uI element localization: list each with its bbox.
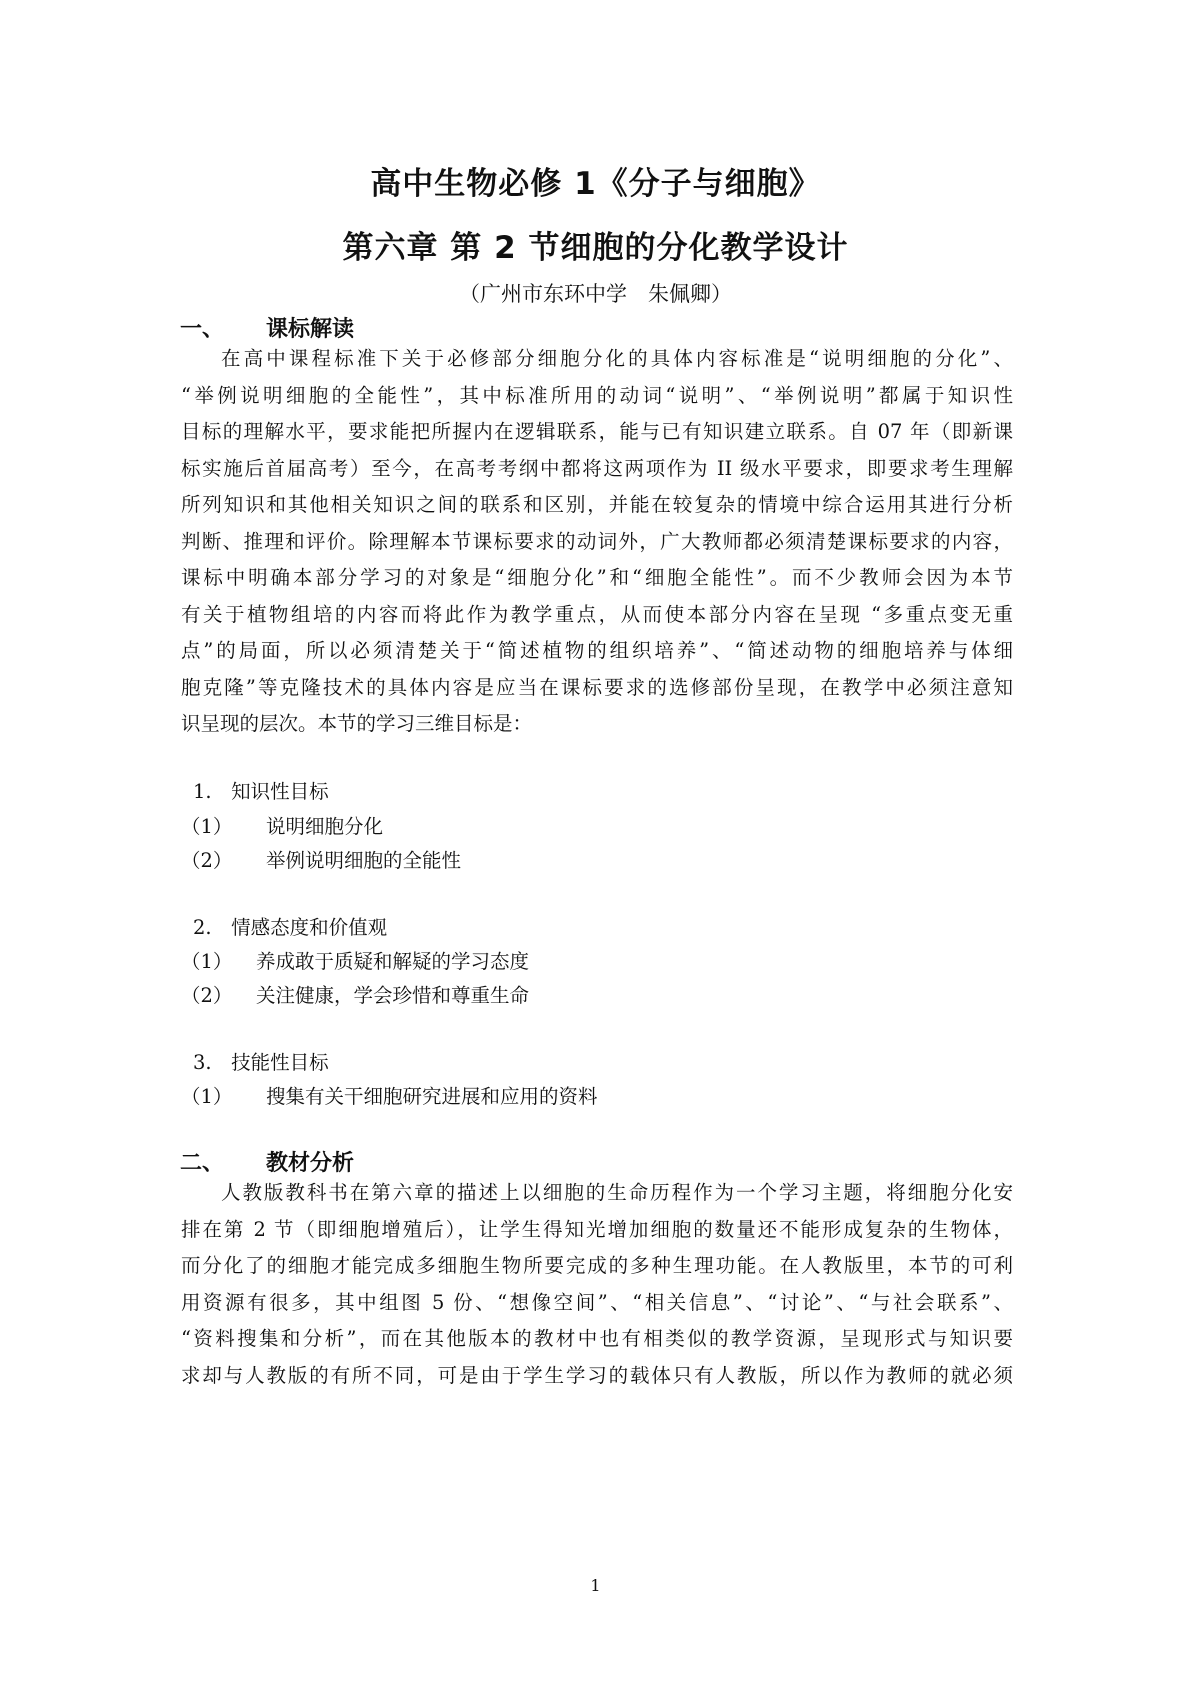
goal-1-item-1-number: （1）: [181, 815, 233, 838]
goal-2-item-2-number: （2）: [181, 984, 233, 1007]
paragraph-line: 而分化了的细胞才能完成多细胞生物所要完成的多种生理功能。在人教版里，本节的可利: [181, 1254, 1013, 1277]
paragraph-line: “资料搜集和分析”，而在其他版本的教材中也有相类似的教学资源，呈现形式与知识要: [181, 1327, 1013, 1350]
goal-2-item-1-number: （1）: [181, 950, 233, 973]
section-2-title: 教材分析: [266, 1151, 355, 1176]
goal-2-label: 2. 情感态度和价值观: [193, 916, 388, 939]
section-1-number: 一、: [180, 317, 225, 342]
paragraph-line: 目标的理解水平，要求能把所握内在逻辑联系，能与已有知识建立联系。自 07 年（即新课: [181, 420, 1013, 443]
section-1-title: 课标解读: [266, 317, 355, 342]
paragraph-line: “举例说明细胞的全能性”，其中标准所用的动词“说明”、“举例说明”都属于知识性: [181, 383, 1013, 407]
goal-2-item-1-text: 养成敢于质疑和解疑的学习态度: [256, 950, 530, 973]
paragraph-line: 课标中明确本部分学习的对象是“细胞分化”和“细胞全能性”。而不少教师会因为本节: [181, 566, 1013, 589]
paragraph-line: 所列知识和其他相关知识之间的联系和区别，并能在较复杂的情境中综合运用其进行分析: [181, 493, 1013, 516]
paragraph-line: 识呈现的层次。本节的学习三维目标是：: [181, 712, 533, 735]
goal-3-item-1-text: 搜集有关干细胞研究进展和应用的资料: [266, 1085, 598, 1108]
goal-1-label: 1. 知识性目标: [193, 780, 329, 803]
paragraph-line: 有关于植物组培的内容而将此作为教学重点，从而使本部分内容在呈现 “多重点变无重: [181, 602, 1013, 626]
goal-2-item-2-text: 关注健康，学会珍惜和尊重生命: [256, 984, 530, 1007]
goal-1-item-2-text: 举例说明细胞的全能性: [266, 849, 462, 872]
paragraph-line: 在高中课程标准下关于必修部分细胞分化的具体内容标准是“说明细胞的分化”、: [221, 347, 1013, 370]
paragraph-line: 判断、推理和评价。除理解本节课标要求的动词外，广大教师都必须清楚课标要求的内容，: [181, 529, 1013, 553]
paragraph-line: 排在第 2 节（即细胞增殖后），让学生得知光增加细胞的数量还不能形成复杂的生物体，: [181, 1217, 1013, 1241]
paragraph-line: 标实施后首届高考）至今，在高考考纲中都将这两项作为 II 级水平要求，即要求考生理解: [181, 456, 1013, 480]
title-line-2: 第六章 第 2 节细胞的分化教学设计: [342, 230, 849, 266]
paragraph-line: 用资源有很多，其中组图 5 份、“想像空间”、“相关信息”、“讨论”、“与社会联系”、: [181, 1290, 1013, 1314]
paragraph-line: 点”的局面，所以必须清楚关于“简述植物的组织培养”、“简述动物的细胞培养与体细: [181, 639, 1013, 662]
paragraph-line: 人教版教科书在第六章的描述上以细胞的生命历程作为一个学习主题，将细胞分化安: [221, 1181, 1013, 1204]
author-line: （广州市东环中学 朱佩卿）: [459, 282, 732, 306]
section-2-heading: [180, 1146, 354, 1177]
goal-3-item-1-number: （1）: [181, 1085, 233, 1108]
goal-1-item-1-text: 说明细胞分化: [266, 815, 384, 838]
goal-3-label: 3. 技能性目标: [193, 1051, 329, 1074]
section-1-paragraph: [181, 341, 1013, 743]
goal-1-item-2-number: （2）: [181, 849, 233, 872]
paragraph-line: 胞克隆”等克隆技术的具体内容是应当在课标要求的选修部份呈现，在教学中必须注意知: [181, 675, 1013, 699]
paragraph-line: 求却与人教版的有所不同，可是由于学生学习的载体只有人教版，所以作为教师的就必须: [181, 1363, 1013, 1387]
page-number: 1: [590, 1576, 601, 1595]
section-1-heading: [180, 312, 354, 343]
title-line-1: 高中生物必修 1《分子与细胞》: [370, 166, 821, 202]
section-2-number: 二、: [180, 1151, 225, 1176]
section-2-paragraph: [181, 1175, 1013, 1394]
